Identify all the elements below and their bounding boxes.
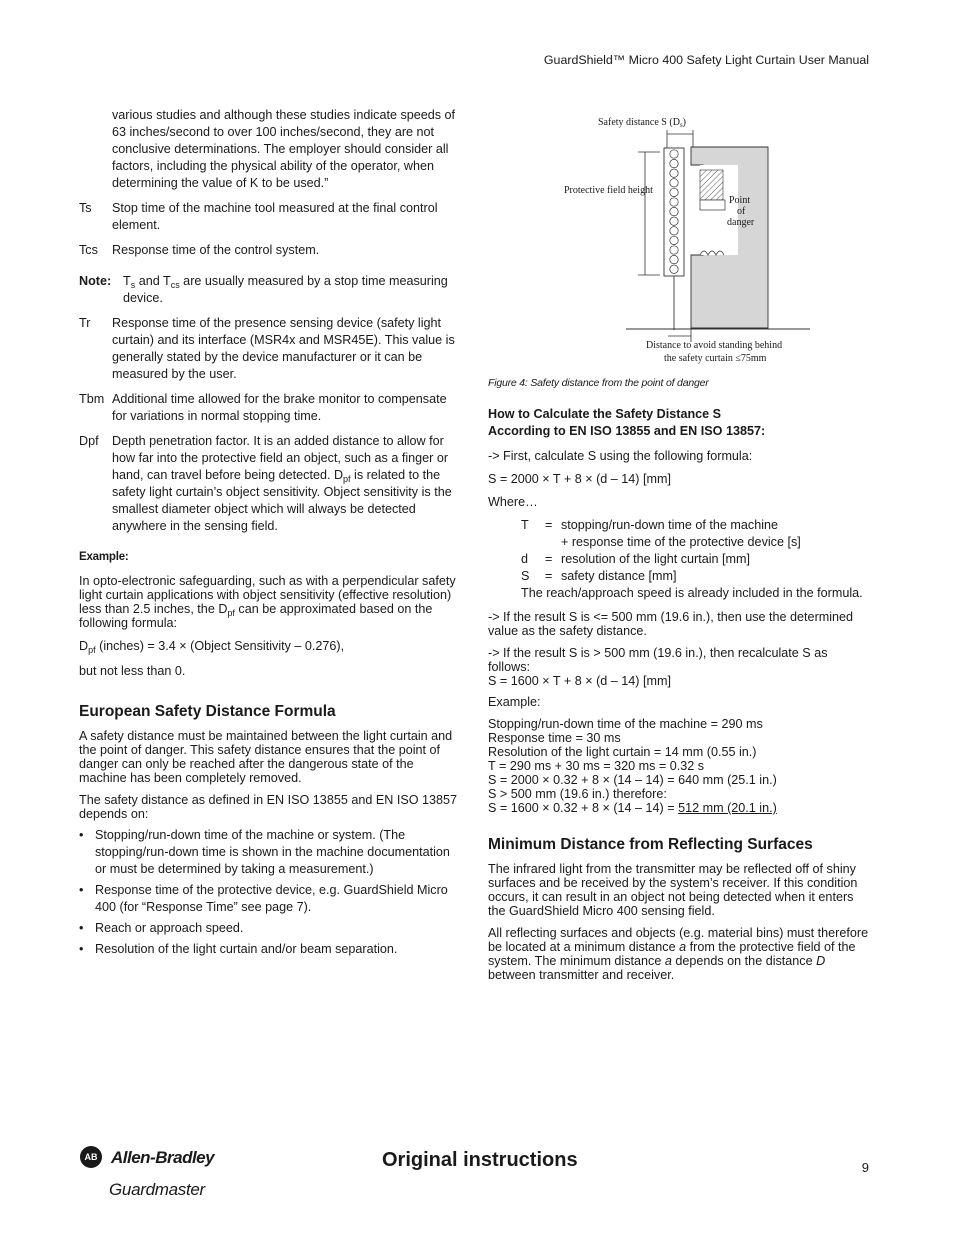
example-final-result: 512 mm (20.1 in.) [678, 801, 777, 815]
definition-tbm [79, 391, 461, 425]
brand-logo [79, 1145, 214, 1198]
calc-step-2: -> If the result S is <= 500 mm (19.6 in.), then use the determined value as the safety distance. [488, 610, 854, 638]
beam-circle [670, 265, 678, 273]
formula-rest: (inches) = 3.4 × (Object Sensitivity – 0.276), [95, 639, 345, 653]
beam-circle [670, 236, 678, 244]
where-row [521, 551, 872, 568]
example-line: S > 500 mm (19.6 in.) therefore: [488, 787, 667, 801]
definition-dpf [79, 433, 461, 535]
beam-circle [670, 227, 678, 235]
beam-circle [670, 255, 678, 263]
label-safety-distance: Safety distance S $(D_s)$ [598, 117, 687, 129]
example-label-right: Example: [488, 695, 541, 709]
calc-step-1: -> First, calculate S using the following formula: [488, 449, 753, 463]
where-block [521, 517, 872, 602]
label-distance-2: the safety curtain ≤75mm [664, 353, 767, 364]
list-item: • Resolution of the light curtain and/or beam separation. [79, 941, 461, 958]
definition-desc [112, 433, 461, 535]
where-eq: = [545, 518, 553, 532]
label-danger: danger [727, 217, 755, 228]
refl-italic-a: a [679, 940, 687, 954]
beam-circle [670, 150, 678, 158]
definition-term: Tr [79, 316, 91, 330]
calc-step-3-text: -> If the result S is > 500 mm (19.6 in.), then recalculate S as follows: [488, 646, 828, 674]
eu-heading: European Safety Distance Formula [79, 703, 336, 720]
definition-tcs [79, 242, 461, 259]
where-note: The reach/approach speed is already included in the formula. [521, 586, 863, 600]
point-of-danger-block [700, 170, 723, 200]
where-row [521, 534, 872, 551]
where-desc: safety distance [mm] [561, 569, 677, 583]
beam-circle [670, 169, 678, 177]
refl-text-b: from the protective field of the system. The minimum distance [488, 940, 856, 968]
beam-circle [670, 198, 678, 206]
definition-desc: Response time of the presence sensing device (safety light curtain) and its interface (MSR4x and MSR45E). This value is generally stated by the device manufacturer or it can be measured by the user. [112, 316, 455, 381]
example-line: T = 290 ms + 30 ms = 320 ms = 0.32 s [488, 759, 705, 773]
definition-ts [79, 200, 461, 234]
dpf-formula [79, 638, 461, 655]
example-line: Response time = 30 ms [488, 731, 621, 745]
danger-tool [700, 200, 725, 210]
note-and: and T [135, 274, 171, 288]
brand-name: Allen-Bradley [111, 1147, 215, 1167]
where-label: Where… [488, 495, 538, 509]
note-t: T [123, 274, 131, 288]
beam-circle [670, 246, 678, 254]
definition-term: Tbm [79, 392, 105, 406]
refl-italic-d: D [816, 954, 826, 968]
refl-text-c: depends on the distance [671, 954, 817, 968]
eu-paragraph-2: The safety distance as defined in EN ISO 13855 and EN ISO 13857 depends on: [79, 793, 458, 821]
running-header: GuardShield™ Micro 400 Safety Light Curtain User Manual [543, 53, 869, 67]
right-column [488, 406, 872, 988]
list-item: • Stopping/run-down time of the machine or system. (The stopping/run-down time is shown in the machine documentation or must be determined by taking a measurement.) [79, 827, 461, 878]
eu-paragraph-1: A safety distance must be maintained between the light curtain and the point of danger. This safety distance ensures that the point of danger can only be reached after the dangerous state of the machine has been completely removed. [79, 729, 453, 785]
dpf-sub: pf [343, 474, 351, 484]
dpf-text-a: Depth penetration factor. It is an added distance to allow for how far into the protective field an object, such as a finger or hand, can travel before being detected. D [112, 434, 449, 482]
definition-term: Dpf [79, 434, 99, 448]
note [79, 273, 461, 307]
where-row [521, 568, 872, 585]
page-number: 9 [861, 1160, 869, 1175]
label-point: Point [729, 195, 751, 206]
definition-desc: Additional time allowed for the brake monitor to compensate for variations in normal stopping time. [112, 392, 447, 423]
where-row [521, 517, 872, 534]
figure-caption: Figure 4: Safety distance from the point of danger [488, 377, 709, 389]
label-of: of [737, 206, 746, 217]
beam-circle [670, 188, 678, 196]
note-sub-cs: cs [170, 280, 180, 290]
svg-text:AB: AB [84, 1152, 98, 1162]
beam-circle [670, 217, 678, 225]
eu-bullet-list [79, 827, 461, 958]
example-block [488, 717, 872, 815]
definition-term: Ts [79, 201, 92, 215]
beam-circle [670, 179, 678, 187]
example-sub: pf [227, 608, 235, 618]
guardmaster-logo: Guardmaster [109, 1180, 205, 1199]
example-line: Resolution of the light curtain = 14 mm (0.55 in.) [488, 745, 757, 759]
where-eq: = [545, 552, 553, 566]
note-text [123, 273, 461, 307]
calc-formula-1: S = 2000 × T + 8 × (d – 14) [mm] [488, 472, 671, 486]
where-var [521, 534, 545, 551]
beam-circle [670, 207, 678, 215]
formula-d: D [79, 639, 89, 653]
calc-heading-line-1: How to Calculate the Safety Distance S [488, 407, 722, 421]
k-factor-continuation: various studies and although these studies indicate speeds of 63 inches/second to over 100 inches/second, they are not conclusive determinations. The employer should consider all factors, including the physical ability of the operator, when determining the value of K to be used.” [112, 108, 456, 190]
allen-bradley-logo [79, 1145, 214, 1169]
where-var: d [521, 552, 529, 566]
reflecting-heading: Minimum Distance from Reflecting Surfaces [488, 836, 813, 853]
calc-heading [488, 406, 872, 440]
definition-term: Tcs [79, 243, 98, 257]
definition-desc: Response time of the control system. [112, 243, 320, 257]
refl-text-a: All reflecting surfaces and objects (e.g. material bins) must therefore be located at a minimum distance [488, 926, 869, 954]
where-desc: resolution of the light curtain [mm] [561, 552, 750, 566]
example-line: Stopping/run-down time of the machine = 290 ms [488, 717, 763, 731]
formula-note: but not less than 0. [79, 664, 186, 678]
calc-heading-line-2: According to EN ISO 13855 and EN ISO 13857: [488, 424, 766, 438]
definition-tr [79, 315, 461, 383]
calc-step-3 [488, 646, 872, 688]
example-text-a: In opto-electronic safeguarding, such as with a perpendicular safety light curtain applications with object sensitivity (effective resolution) less than 2.5 inches, the D [79, 574, 456, 616]
formula-sub: pf [88, 645, 96, 655]
left-column [79, 107, 461, 962]
where-desc: stopping/run-down time of the machine [561, 518, 779, 532]
note-sub-s: s [130, 280, 136, 290]
beam-circle [670, 159, 678, 167]
refl-text-d: between transmitter and receiver. [488, 968, 675, 982]
example-paragraph [79, 574, 461, 630]
label-protective-field-height: Protective field height [564, 185, 653, 196]
calc-formula-2: S = 1600 × T + 8 × (d – 14) [mm] [488, 674, 671, 688]
note-label: Note: [79, 274, 112, 288]
refl-italic-a2: a [664, 954, 672, 968]
list-item: • Response time of the protective device, e.g. GuardShield Micro 400 (for “Response Time” see page 7). [79, 882, 461, 916]
where-var: S [521, 569, 530, 583]
label-distance-1: Distance to avoid standing behind [646, 340, 783, 351]
example-line: S = 2000 × 0.32 + 8 × (14 – 14) = 640 mm (25.1 in.) [488, 773, 777, 787]
example-final-text: S = 1600 × 0.32 + 8 × (14 – 14) = [488, 801, 679, 815]
where-eq [545, 534, 561, 551]
reflecting-paragraph-2 [488, 926, 872, 982]
reflecting-paragraph-1: The infrared light from the transmitter may be reflected off of shiny surfaces and be received by the system’s receiver. If this condition occurs, it can result in an object not being detected when it enters the GuardShield Micro 400 sensing field. [488, 862, 858, 918]
where-desc: + response time of the protective device [s] [561, 535, 801, 549]
ab-logo-icon [79, 1145, 103, 1169]
safety-distance-diagram [540, 110, 840, 370]
dpf-text-b: is related to the safety light curtain’s object sensitivity. Object sensitivity is the smallest diameter object which will always be detected anywhere in the sensing field. [112, 468, 452, 533]
example-final-line [488, 801, 872, 815]
where-eq: = [545, 569, 553, 583]
note-rest: are usually measured by a stop time measuring device. [123, 274, 448, 305]
definition-desc: Stop time of the machine tool measured at the final control element. [112, 201, 438, 232]
list-item: • Reach or approach speed. [79, 920, 461, 937]
where-var: T [521, 518, 529, 532]
footer-title: Original instructions [382, 1149, 578, 1171]
example-label: Example: [79, 551, 129, 563]
example-text-b: can be approximated based on the following formula: [79, 602, 433, 630]
